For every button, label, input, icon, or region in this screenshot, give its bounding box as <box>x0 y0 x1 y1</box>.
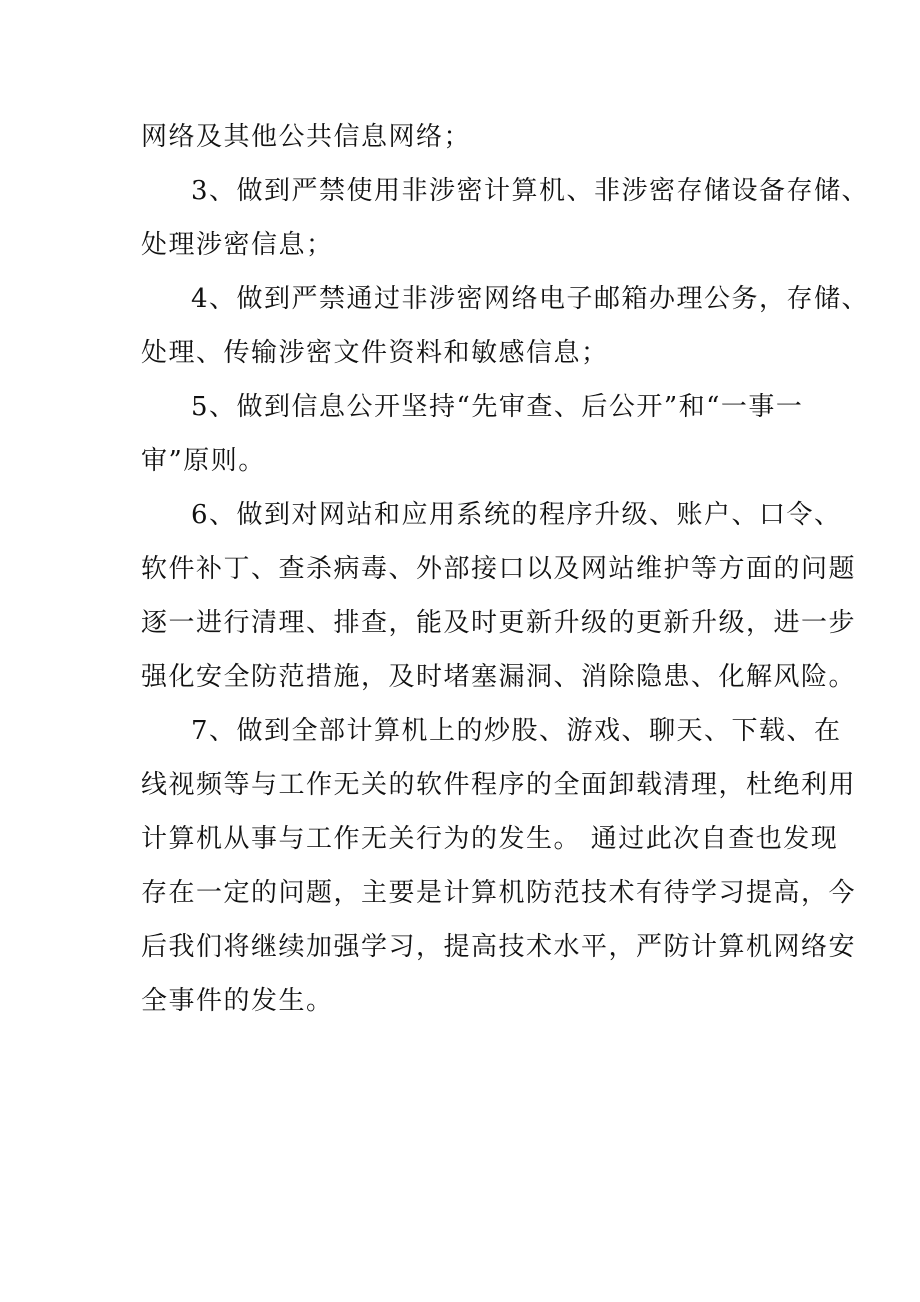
text-line: 网络及其他公共信息网络； <box>141 122 472 152</box>
text-line: 计算机从事与工作无关行为的发生。 通过此次自查也发现 <box>141 824 839 854</box>
text-line: 4、做到严禁通过非涉密网络电子邮箱办理公务，存储、 <box>191 284 870 314</box>
text-line: 6、做到对网站和应用系统的程序升级、账户、口令、 <box>191 500 842 530</box>
text-line: 软件补丁、查杀病毒、外部接口以及网站维护等方面的问题 <box>141 554 857 584</box>
text-line: 全事件的发生。 <box>141 986 334 1016</box>
text-line: 处理、传输涉密文件资料和敏感信息； <box>141 338 609 368</box>
text-line: 存在一定的问题，主要是计算机防范技术有待学习提高，今 <box>141 878 857 908</box>
text-line: 线视频等与工作无关的软件程序的全面卸载清理，杜绝利用 <box>141 770 857 800</box>
text-line: 强化安全防范措施，及时堵塞漏洞、消除隐患、化解风险。 <box>141 662 857 692</box>
text-line: 处理涉密信息； <box>141 230 334 260</box>
text-line: 后我们将继续加强学习，提高技术水平，严防计算机网络安 <box>141 932 857 962</box>
text-line: 审”原则。 <box>141 446 266 476</box>
document-body <box>141 110 870 1028</box>
text-line: 逐一进行清理、排查，能及时更新升级的更新升级，进一步 <box>141 608 857 638</box>
text-line: 3、做到严禁使用非涉密计算机、非涉密存储设备存储、 <box>191 176 870 206</box>
text-line: 7、做到全部计算机上的炒股、游戏、聊天、下载、在 <box>191 716 842 746</box>
text-line: 5、做到信息公开坚持“先审查、后公开”和“一事一 <box>191 392 804 422</box>
